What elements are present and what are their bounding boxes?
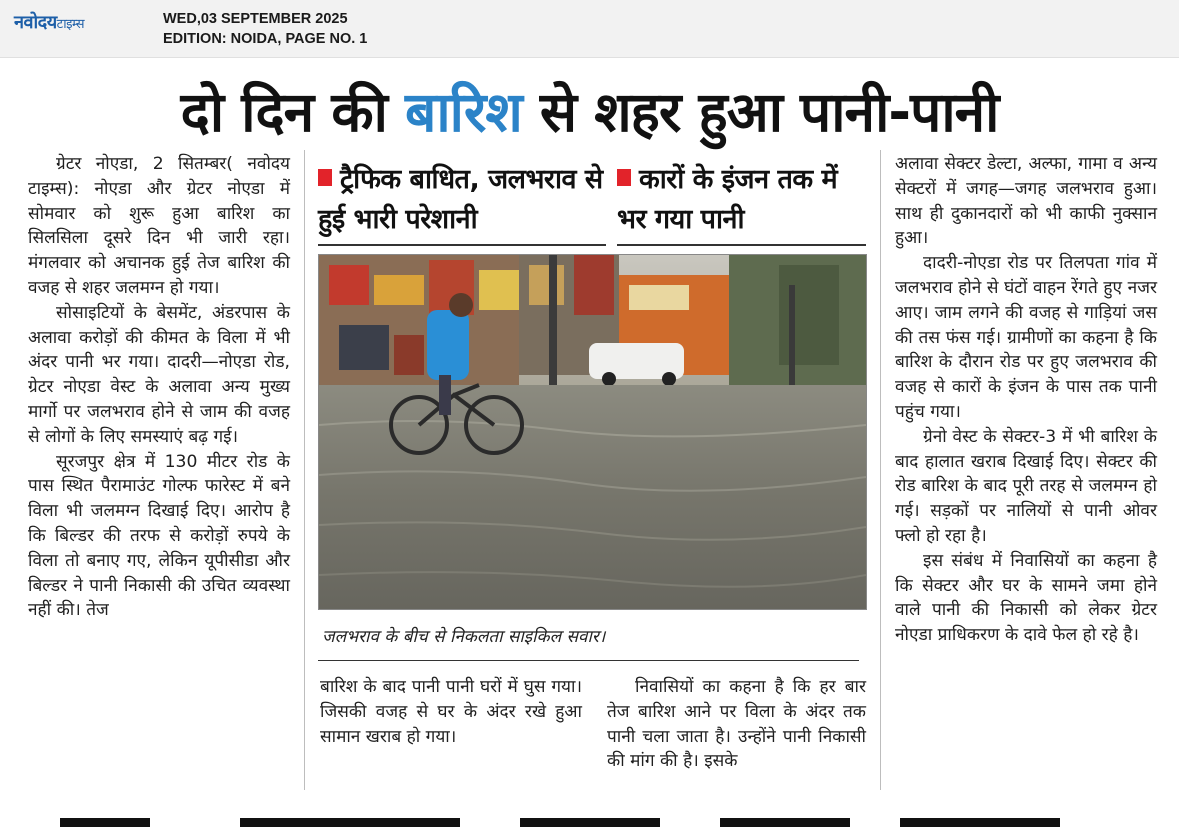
- paragraph: अलावा सेक्टर डेल्टा, अल्फा, गामा व अन्य सेक्टरों में जगह—जगह जलभराव हुआ। साथ ही दुकानदारों को भी काफी नुक्सान हुआ।: [895, 154, 1157, 249]
- edition-info: EDITION: NOIDA, PAGE NO. 1: [163, 31, 368, 47]
- edition-meta: [163, 9, 367, 49]
- photo-caption: जलभराव के बीच से निकलता साइकिल सवार।: [322, 627, 606, 647]
- article-column-mid-right: [607, 675, 866, 774]
- headline-highlight: बारिश: [404, 80, 522, 144]
- article-column-mid-left: [320, 675, 582, 749]
- paragraph: निवासियों का कहना है कि हर बार तेज बारिश आने पर विला के अंदर तक पानी चला जाता है। उन्होंने पानी निकासी की मांग की है। इसके: [607, 677, 866, 772]
- subheading-rule: [617, 244, 866, 246]
- flooded-street-photo: [319, 255, 866, 609]
- logo-main-text: नवोदय: [14, 12, 57, 33]
- next-headline-cropped: [0, 796, 1179, 827]
- paragraph: इस संबंध में निवासियों का कहना है कि सेक्टर और घर के सामने जमा होने वाले पानी की निकासी को लेकर ग्रेटर नोएडा प्राधिकरण के दावे फेल हो रहे है।: [895, 550, 1157, 646]
- subheading-left: [318, 160, 608, 240]
- column-divider: [880, 150, 881, 790]
- red-bullet-icon: [318, 169, 332, 186]
- paragraph: सूरजपुर क्षेत्र में 130 मीटर रोड के पास स्थित पैरामाउंट गोल्फ फारेस्ट में बने विला भी जलमग्न दिखाई दिए। आरोप है कि बिल्डर की तरफ से करोड़ों रुपये के विला तो बनाए गए, लेकिन यूपीसीडा और बिल्डर ने पानी निकासी की उचित व्यवस्था नहीं की। तेज: [28, 451, 290, 621]
- article-column-right: [895, 152, 1157, 648]
- news-photo[interactable]: [318, 254, 867, 610]
- paragraph: बारिश के बाद पानी पानी घरों में घुस गया। जिसकी वजह से घर के अंदर रखे हुआ सामान खराब हो गया।: [320, 677, 582, 747]
- subheading-left-text: ट्रैफिक बाधित, जलभराव से हुई भारी परेशानी: [318, 164, 603, 235]
- subheading-right-text: कारों के इंजन तक में भर गया पानी: [617, 164, 838, 235]
- paragraph: दादरी-नोएडा रोड पर तिलपता गांव में जलभराव होने से घंटों वाहन रेंगते हुए नजर आए। जाम लगने की वजह से गाड़ियां जस की तस फंस गई। ग्रामीणों का कहना है कि बारिश के दौरान रोड पर हुए जलभराव की वजह से कारों के इंजन के पास तक पानी पहुंच गया।: [895, 253, 1157, 422]
- red-bullet-icon: [617, 169, 631, 186]
- subheading-rule: [318, 244, 606, 246]
- cropped-headline-strokes: [0, 796, 1179, 827]
- main-headline: [0, 76, 1179, 148]
- issue-date: WED,03 SEPTEMBER 2025: [163, 11, 348, 27]
- paragraph: ग्रेनो वेस्ट के सेक्टर-3 में भी बारिश के बाद हालात खराब दिखाई दिए। सेक्टर की रोड बारिश के बाद पूरी तरह से जलमग्न हो गई। सड़कों पर नालियों से पानी ओवर फ्लो हो रहा है।: [895, 426, 1157, 546]
- subheading-right: [617, 160, 867, 240]
- column-divider: [304, 150, 305, 790]
- article-column-left: [28, 152, 290, 623]
- headline-part1: दो दिन की: [180, 80, 405, 144]
- paragraph: सोसाइटियों के बेसमेंट, अंडरपास के अलावा करोड़ों की कीमत के विला में भी अंदर पानी भर गया। दादरी—नोएडा रोड, ग्रेटर नोएडा वेस्ट के अलावा अन्य मुख्य मार्गो पर जलभराव होने से जाम की वजह से लोगों के लिए समस्याएं बढ़ गई।: [28, 302, 290, 447]
- headline-part2: से शहर हुआ पानी-पानी: [521, 80, 999, 144]
- paragraph: ग्रेटर नोएडा, 2 सितम्बर( नवोदय टाइम्स): नोएडा और ग्रेटर नोएडा में सोमवार को शुरू हुआ बारिश का सिलसिला दूसरे दिन भी जारी रहा। मंगलवार को अचानक हुई तेज बारिश की वजह से शहर जलमग्न हो गया।: [28, 154, 290, 298]
- caption-rule: [318, 660, 859, 661]
- logo-sub-text: टाइम्स: [56, 17, 84, 32]
- masthead-bar: [0, 0, 1179, 58]
- newspaper-logo[interactable]: [14, 10, 84, 34]
